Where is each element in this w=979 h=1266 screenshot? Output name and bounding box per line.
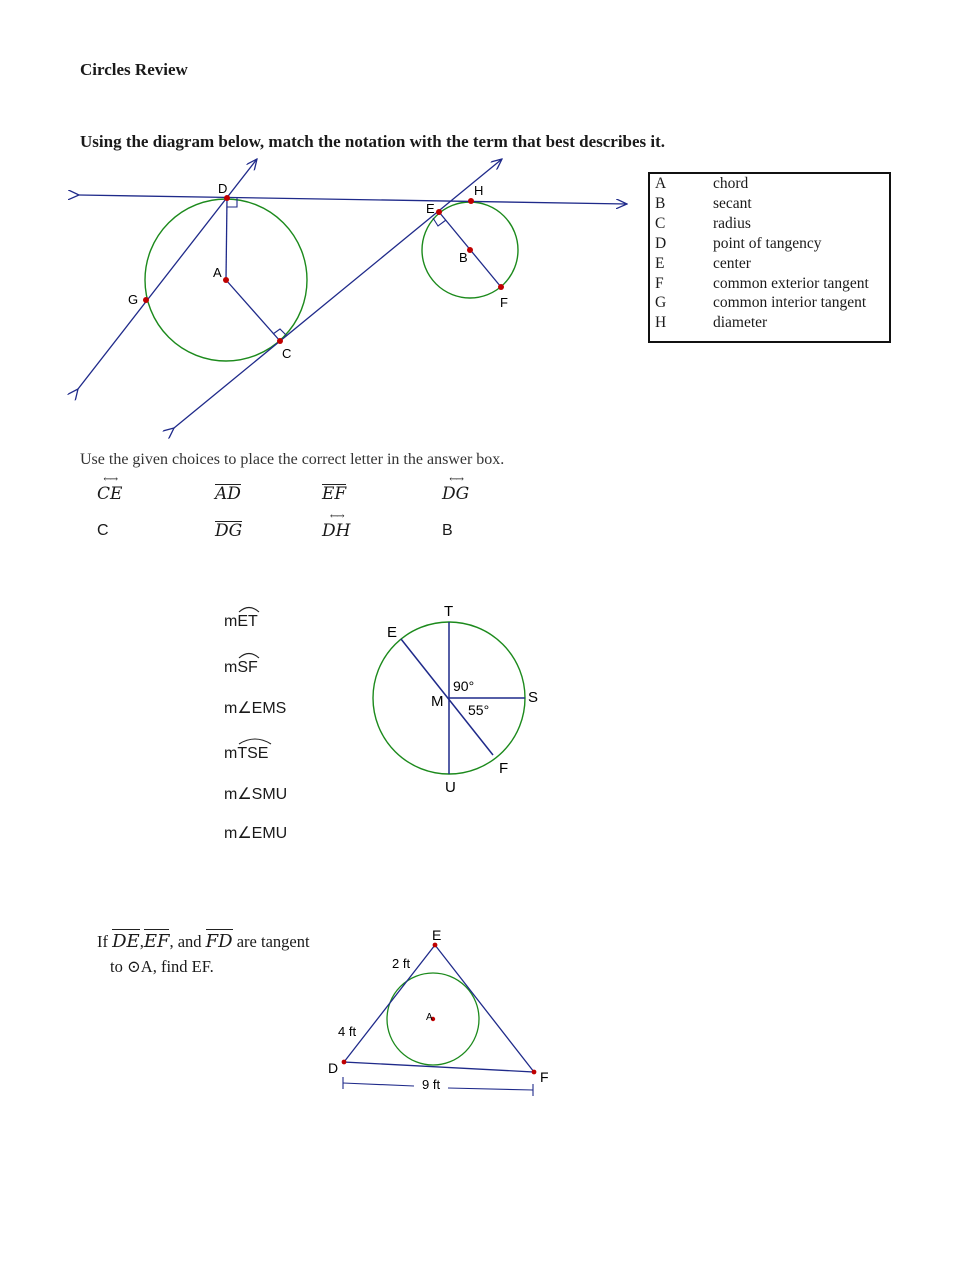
problem-line-1: If DE,EF, and FD are tangent	[97, 931, 310, 952]
terms-legend	[648, 172, 891, 343]
measure-name: TSE	[237, 745, 269, 762]
measure-name: EMS	[251, 700, 287, 717]
measure-prefix: m∠	[224, 700, 252, 717]
notation-line-dg: ←→ DG	[442, 474, 470, 504]
label-f: F	[540, 1069, 549, 1085]
segment-ac	[226, 280, 280, 341]
legend-term: chord	[713, 175, 749, 192]
instructions: Using the diagram below, match the notation with the term that best describes it.	[80, 132, 666, 151]
notation-text: AD	[215, 484, 241, 504]
segment-ef: EF	[143, 931, 170, 952]
circle-m-diagram	[360, 595, 560, 805]
legend-term: center	[713, 255, 751, 272]
legend-term: common interior tangent	[713, 294, 867, 311]
label-d: D	[328, 1060, 339, 1076]
problem-and: , and	[169, 932, 202, 951]
notation-point-c: C	[97, 522, 109, 539]
notation-point-b: B	[442, 522, 453, 539]
label-g: G	[128, 292, 139, 307]
notation-line-dh: ←→ DH	[322, 511, 351, 541]
line-dg	[78, 159, 257, 389]
measure-angle-ems	[224, 698, 286, 718]
legend-term: common exterior tangent	[713, 275, 869, 292]
measure-angle-emu	[224, 823, 287, 843]
label-f: F	[499, 760, 509, 777]
label-a: A	[213, 265, 222, 280]
legend-term: diameter	[713, 314, 768, 331]
label-m: M	[431, 693, 444, 710]
tangent-problem	[97, 929, 310, 979]
label-e: E	[432, 927, 442, 943]
length-top-label: 2 ft	[392, 956, 411, 971]
problem-line-2: to ⊙A, find EF.	[110, 957, 214, 976]
measure-name: ET	[237, 613, 258, 630]
problem-suffix: are tangent	[236, 932, 310, 951]
label-f: F	[500, 295, 508, 310]
label-c: C	[282, 346, 292, 361]
problem-prefix: If	[97, 932, 108, 951]
notation-text: CE	[97, 484, 123, 504]
legend-letter: F	[655, 275, 664, 292]
legend-letter: D	[655, 235, 667, 252]
measure-name: EMU	[251, 825, 288, 842]
measure-angle-smu	[224, 784, 287, 804]
measure-arc-tse	[224, 745, 268, 763]
measure-name: SMU	[251, 786, 288, 803]
label-e: E	[426, 201, 435, 216]
measure-arc-et	[224, 613, 258, 631]
label-u: U	[445, 779, 456, 796]
notation-text: DG	[215, 521, 243, 541]
segment-ef	[401, 639, 493, 755]
legend-letter: H	[655, 314, 667, 331]
length-left-label: 4 ft	[338, 1024, 357, 1039]
legend-letter: E	[655, 255, 665, 272]
page-title: Circles Review	[80, 60, 188, 79]
length-bottom-label: 9 ft	[422, 1077, 441, 1092]
notation-text: DH	[322, 521, 351, 541]
notation-segment-ad	[215, 484, 241, 504]
triangle-incircle-diagram	[320, 920, 560, 1110]
notation-segment-dg	[215, 521, 242, 541]
label-d: D	[218, 181, 228, 196]
measure-prefix: m	[224, 745, 238, 762]
notation-text: EF	[322, 484, 347, 504]
triangle-def	[344, 945, 534, 1072]
line-dh	[79, 195, 627, 204]
segment-ad	[226, 198, 227, 280]
label-e: E	[387, 624, 398, 641]
notation-line-ce: ←→ CE	[97, 474, 123, 504]
matching-prompt: Use the given choices to place the correct letter in the answer box.	[80, 451, 505, 468]
notation-segment-ef	[322, 484, 346, 504]
angle-tms-label: 90°	[453, 678, 475, 694]
label-h: H	[474, 183, 484, 198]
notation-text: DG	[442, 484, 470, 504]
label-s: S	[528, 689, 539, 706]
legend-term: secant	[713, 195, 752, 212]
legend-term: point of tangency	[713, 235, 822, 252]
label-a: A	[426, 1012, 433, 1023]
angle-smf-label: 55°	[468, 702, 490, 718]
measure-prefix: m∠	[224, 825, 252, 842]
segment-fd: FD	[205, 931, 233, 952]
measure-prefix: m	[224, 659, 238, 676]
legend-letter: A	[655, 175, 667, 192]
legend-letter: G	[655, 294, 667, 311]
label-b: B	[459, 250, 468, 265]
legend-term: radius	[713, 215, 751, 232]
legend-letter: C	[655, 215, 666, 232]
measure-prefix: m	[224, 613, 238, 630]
measure-arc-sf	[224, 659, 258, 677]
measure-prefix: m∠	[224, 786, 252, 803]
legend-letter: B	[655, 195, 666, 212]
measure-name: SF	[237, 659, 258, 676]
label-t: T	[444, 603, 454, 620]
segment-de: DE	[112, 931, 140, 952]
